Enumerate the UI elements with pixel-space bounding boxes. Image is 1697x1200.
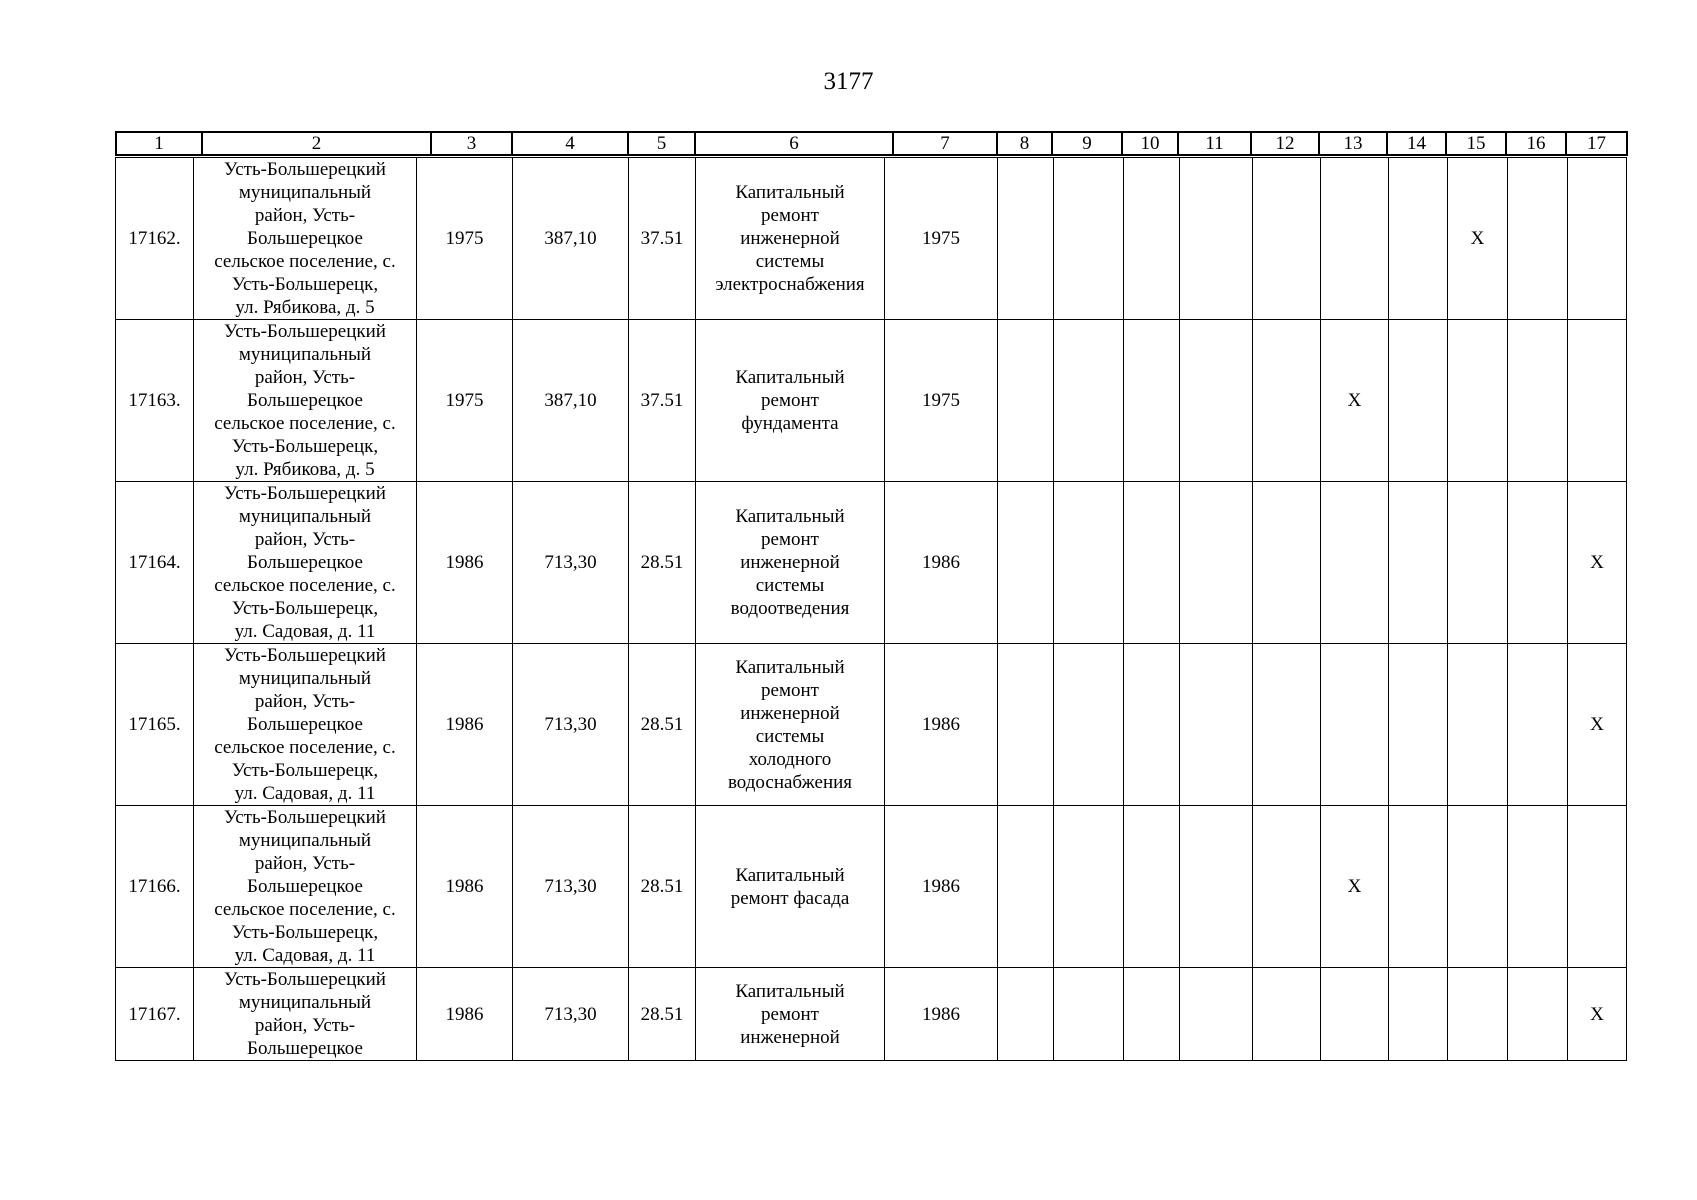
table-row	[116, 158, 1627, 320]
year-cell: 1975	[417, 158, 513, 320]
mark-cell-col10	[1124, 482, 1180, 644]
mark-cell-col16	[1508, 158, 1568, 320]
row-number: 17163.	[116, 320, 194, 482]
mark-cell-col11	[1180, 806, 1253, 968]
mark-cell-col10	[1124, 320, 1180, 482]
year-cell: 1986	[417, 644, 513, 806]
mark-cell-col12	[1253, 320, 1321, 482]
row-number: 17166.	[116, 806, 194, 968]
mark-cell-col16	[1508, 644, 1568, 806]
mark-cell-col12	[1253, 968, 1321, 1061]
mark-cell-col15	[1448, 482, 1508, 644]
mark-cell-col17: X	[1568, 644, 1627, 806]
table-row	[116, 806, 1627, 968]
column-number-row	[116, 132, 1627, 155]
column-number: 8	[997, 132, 1052, 155]
column-number: 7	[893, 132, 997, 155]
address-cell: Усть-Большерецкий муниципальный район, Усть- Большерецкое сельское поселение, с. Усть-Большерецк, ул. Садовая, д. 11	[194, 482, 417, 644]
address-cell: Усть-Большерецкий муниципальный район, Усть- Большерецкое сельское поселение, с. Усть-Большерецк, ул. Садовая, д. 11	[194, 644, 417, 806]
code-cell: 28.51	[629, 482, 696, 644]
work-type-cell: Капитальный ремонт фундамента	[696, 320, 885, 482]
mark-cell-col10	[1124, 644, 1180, 806]
column-number: 14	[1387, 132, 1446, 155]
column-number: 13	[1319, 132, 1387, 155]
mark-cell-col10	[1124, 806, 1180, 968]
mark-cell-col15	[1448, 320, 1508, 482]
column-number: 10	[1122, 132, 1178, 155]
mark-cell-col17	[1568, 158, 1627, 320]
year-cell: 1986	[417, 968, 513, 1061]
mark-cell-col8	[998, 806, 1054, 968]
work-type-cell: Капитальный ремонт инженерной системы холодного водоснабжения	[696, 644, 885, 806]
row-number: 17162.	[116, 158, 194, 320]
mark-cell-col13	[1321, 644, 1389, 806]
mark-cell-col11	[1180, 968, 1253, 1061]
mark-cell-col12	[1253, 482, 1321, 644]
mark-cell-col11	[1180, 482, 1253, 644]
mark-cell-col9	[1054, 482, 1124, 644]
mark-cell-col9	[1054, 158, 1124, 320]
column-number: 3	[431, 132, 512, 155]
table-row	[116, 968, 1627, 1061]
mark-cell-col11	[1180, 158, 1253, 320]
mark-cell-col11	[1180, 320, 1253, 482]
area-cell: 713,30	[513, 806, 629, 968]
address-cell: Усть-Большерецкий муниципальный район, Усть- Большерецкое	[194, 968, 417, 1061]
column-number: 12	[1251, 132, 1319, 155]
year-cell: 1986	[417, 482, 513, 644]
mark-cell-col17: X	[1568, 968, 1627, 1061]
work-year-cell: 1986	[885, 968, 998, 1061]
address-cell: Усть-Большерецкий муниципальный район, Усть- Большерецкое сельское поселение, с. Усть-Большерецк, ул. Рябикова, д. 5	[194, 320, 417, 482]
work-type-cell: Капитальный ремонт инженерной системы водоотведения	[696, 482, 885, 644]
mark-cell-col14	[1389, 482, 1448, 644]
area-cell: 387,10	[513, 158, 629, 320]
mark-cell-col9	[1054, 320, 1124, 482]
code-cell: 37.51	[629, 158, 696, 320]
mark-cell-col9	[1054, 644, 1124, 806]
column-number: 6	[695, 132, 893, 155]
address-cell: Усть-Большерецкий муниципальный район, Усть- Большерецкое сельское поселение, с. Усть-Большерецк, ул. Садовая, д. 11	[194, 806, 417, 968]
mark-cell-col11	[1180, 644, 1253, 806]
year-cell: 1975	[417, 320, 513, 482]
mark-cell-col8	[998, 158, 1054, 320]
area-cell: 387,10	[513, 320, 629, 482]
mark-cell-col16	[1508, 320, 1568, 482]
work-type-cell: Капитальный ремонт инженерной	[696, 968, 885, 1061]
mark-cell-col14	[1389, 158, 1448, 320]
mark-cell-col17	[1568, 806, 1627, 968]
table-row	[116, 482, 1627, 644]
mark-cell-col13	[1321, 968, 1389, 1061]
column-number: 4	[512, 132, 628, 155]
row-number: 17164.	[116, 482, 194, 644]
mark-cell-col13	[1321, 482, 1389, 644]
row-number: 17165.	[116, 644, 194, 806]
table-row	[116, 644, 1627, 806]
column-number: 5	[628, 132, 695, 155]
code-cell: 28.51	[629, 644, 696, 806]
mark-cell-col12	[1253, 158, 1321, 320]
area-cell: 713,30	[513, 482, 629, 644]
mark-cell-col9	[1054, 806, 1124, 968]
work-year-cell: 1986	[885, 644, 998, 806]
page-number: 3177	[823, 68, 874, 95]
column-number: 2	[202, 132, 431, 155]
mark-cell-col8	[998, 644, 1054, 806]
mark-cell-col14	[1389, 320, 1448, 482]
mark-cell-col15	[1448, 806, 1508, 968]
mark-cell-col8	[998, 482, 1054, 644]
column-number: 1	[116, 132, 202, 155]
work-type-cell: Капитальный ремонт фасада	[696, 806, 885, 968]
mark-cell-col10	[1124, 158, 1180, 320]
work-year-cell: 1986	[885, 806, 998, 968]
mark-cell-col14	[1389, 806, 1448, 968]
work-type-cell: Капитальный ремонт инженерной системы электроснабжения	[696, 158, 885, 320]
repair-program-table	[115, 157, 1627, 1061]
mark-cell-col12	[1253, 806, 1321, 968]
mark-cell-col14	[1389, 968, 1448, 1061]
mark-cell-col10	[1124, 968, 1180, 1061]
mark-cell-col16	[1508, 968, 1568, 1061]
mark-cell-col13	[1321, 158, 1389, 320]
mark-cell-col13: X	[1321, 320, 1389, 482]
column-number: 17	[1566, 132, 1627, 155]
mark-cell-col17	[1568, 320, 1627, 482]
mark-cell-col15	[1448, 968, 1508, 1061]
table-row	[116, 320, 1627, 482]
mark-cell-col17: X	[1568, 482, 1627, 644]
column-number: 9	[1052, 132, 1122, 155]
address-cell: Усть-Большерецкий муниципальный район, Усть- Большерецкое сельское поселение, с. Усть-Большерецк, ул. Рябикова, д. 5	[194, 158, 417, 320]
mark-cell-col8	[998, 320, 1054, 482]
mark-cell-col9	[1054, 968, 1124, 1061]
area-cell: 713,30	[513, 968, 629, 1061]
code-cell: 37.51	[629, 320, 696, 482]
code-cell: 28.51	[629, 968, 696, 1061]
mark-cell-col16	[1508, 482, 1568, 644]
column-number: 15	[1446, 132, 1506, 155]
code-cell: 28.51	[629, 806, 696, 968]
column-number: 16	[1506, 132, 1566, 155]
mark-cell-col15	[1448, 644, 1508, 806]
mark-cell-col14	[1389, 644, 1448, 806]
column-number-header	[115, 131, 1628, 156]
mark-cell-col8	[998, 968, 1054, 1061]
mark-cell-col13: X	[1321, 806, 1389, 968]
year-cell: 1986	[417, 806, 513, 968]
mark-cell-col15: X	[1448, 158, 1508, 320]
row-number: 17167.	[116, 968, 194, 1061]
work-year-cell: 1975	[885, 320, 998, 482]
mark-cell-col16	[1508, 806, 1568, 968]
area-cell: 713,30	[513, 644, 629, 806]
mark-cell-col12	[1253, 644, 1321, 806]
work-year-cell: 1986	[885, 482, 998, 644]
work-year-cell: 1975	[885, 158, 998, 320]
column-number: 11	[1178, 132, 1251, 155]
